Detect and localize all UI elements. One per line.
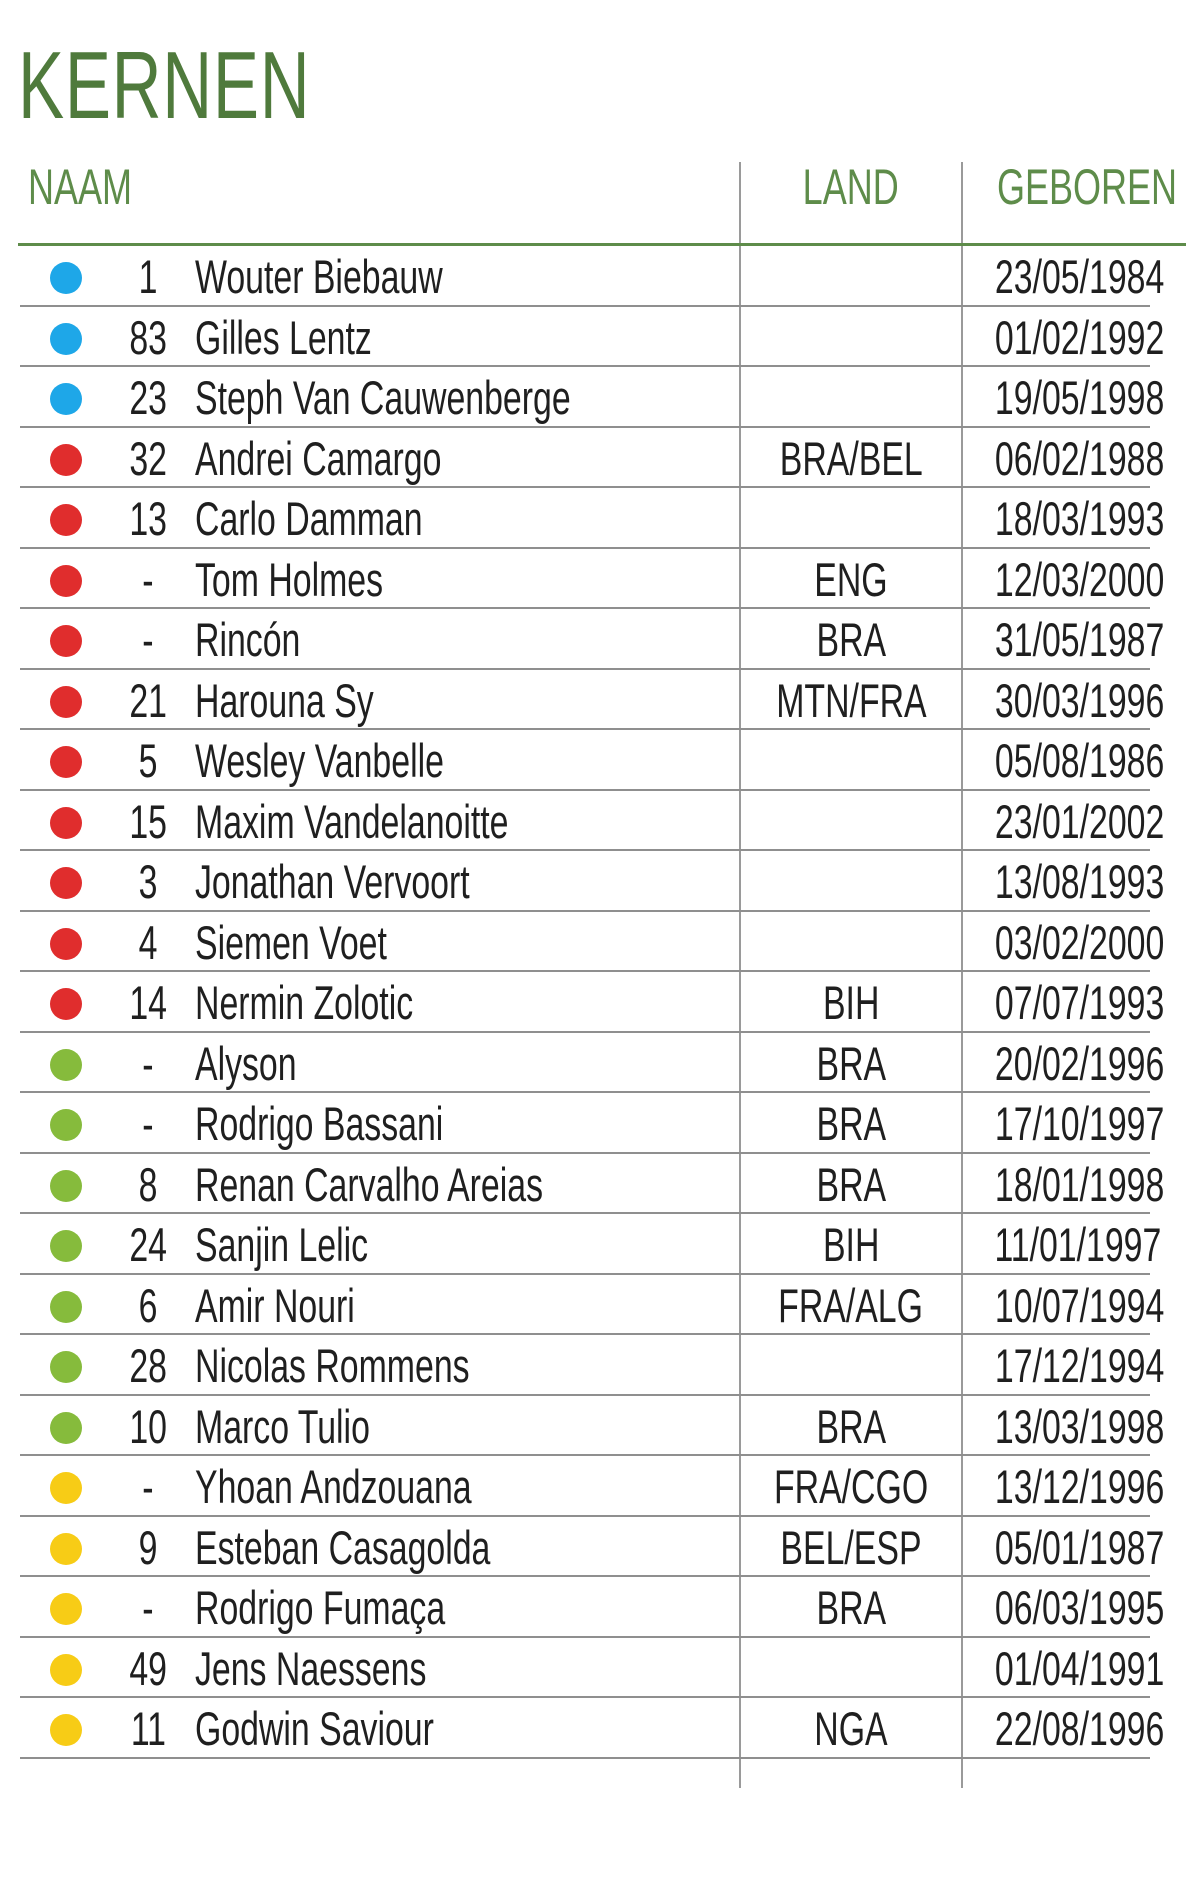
player-country: BRA [816,1157,886,1211]
player-table [20,246,1165,1759]
table-row [20,1214,1162,1275]
player-country: ENG [814,552,888,606]
player-birthdate: 05/01/1987 [994,1520,1165,1574]
player-birthdate: 03/02/2000 [994,915,1165,969]
player-number: - [142,1036,154,1090]
player-number: 15 [129,794,167,848]
player-number: 13 [129,492,167,545]
table-row [20,1698,1165,1759]
player-birthdate: 22/08/1996 [994,1702,1165,1755]
player-name: Andrei Camargo [195,431,442,485]
player-number: - [142,1581,154,1634]
player-country [740,851,962,911]
player-name: Tom Holmes [195,552,384,606]
player-country: BRA [816,613,886,666]
player-birthdate: 30/03/1996 [994,673,1165,727]
page-title: KERNEN [18,32,311,139]
position-color-dot [50,988,82,1020]
table-row [20,1638,1165,1699]
player-birthdate: 12/03/2000 [994,552,1165,606]
player-country: BEL/ESP [780,1520,922,1574]
player-name: Nermin Zolotic [195,976,414,1029]
table-row [20,1456,1165,1517]
player-birthdate: 31/05/1987 [994,613,1165,666]
player-country: FRA/CGO [773,1460,929,1513]
player-name: Alyson [195,1036,297,1090]
position-color-dot [50,1351,82,1383]
player-name: Nicolas Rommens [195,1339,470,1392]
table-row [20,1275,1165,1336]
player-name: Carlo Damman [195,492,423,545]
table-row [20,307,1165,368]
table-row [20,1517,1165,1578]
player-country: NGA [814,1702,888,1755]
player-number: 23 [129,371,167,424]
table-row [20,1396,1165,1457]
position-color-dot [50,1109,82,1141]
player-birthdate: 20/02/1996 [994,1036,1165,1090]
player-country [740,488,962,548]
position-color-dot [50,1170,82,1202]
column-header-land: LAND [802,159,900,215]
table-row [20,1093,1165,1154]
player-name: Yhoan Andzouana [195,1460,472,1513]
position-color-dot [50,1472,82,1504]
table-row [20,1335,1165,1396]
player-country [740,730,962,790]
player-birthdate: 13/03/1998 [994,1399,1165,1453]
player-number: 1 [138,250,158,303]
player-country: BIH [822,976,880,1029]
player-number: 8 [138,1157,158,1211]
position-color-dot [50,323,82,355]
player-name: Sanjin Lelic [195,1218,369,1271]
player-country: BRA [816,1581,886,1634]
table-row [20,1033,1165,1094]
table-row [20,488,1165,549]
position-color-dot [50,746,82,778]
player-name: Rincón [195,613,301,666]
player-number: 24 [129,1218,167,1271]
player-birthdate: 01/04/1991 [994,1641,1165,1695]
position-color-dot [50,1049,82,1081]
player-name: Gilles Lentz [195,310,372,364]
player-name: Amir Nouri [195,1278,355,1332]
table-row [20,670,1165,731]
player-name: Jonathan Vervoort [195,855,470,908]
player-birthdate: 18/01/1998 [994,1157,1165,1211]
table-row [20,1154,1165,1215]
table-row [20,730,1165,791]
position-color-dot [50,262,82,294]
position-color-dot [50,504,82,536]
position-color-dot [50,444,82,476]
player-number: - [142,613,154,666]
player-country [740,367,962,427]
player-birthdate: 06/02/1988 [994,431,1165,485]
player-name: Steph Van Cauwenberge [195,371,571,424]
table-row [20,428,1165,489]
player-name: Siemen Voet [195,915,387,969]
player-country: BRA [816,1097,886,1150]
player-birthdate: 05/08/1986 [994,734,1165,787]
player-name: Rodrigo Fumaça [195,1581,446,1634]
player-number: 4 [138,915,158,969]
player-name: Wesley Vanbelle [195,734,444,787]
player-country: BIH [822,1218,880,1271]
player-name: Rodrigo Bassani [195,1097,444,1150]
position-color-dot [50,1654,82,1686]
table-row [20,1577,1165,1638]
player-country [740,791,962,851]
player-number: 21 [129,673,167,727]
player-number: - [142,1460,154,1513]
player-number: - [142,1097,154,1150]
player-birthdate: 06/03/1995 [994,1581,1165,1634]
player-birthdate: 23/05/1984 [994,250,1165,303]
position-color-dot [50,565,82,597]
player-birthdate: 17/10/1997 [994,1097,1165,1150]
player-country: MTN/FRA [775,673,927,727]
player-country [740,912,962,972]
player-birthdate: 17/12/1994 [994,1339,1165,1392]
player-birthdate: 11/01/1997 [994,1218,1162,1271]
player-number: 11 [130,1702,166,1755]
player-name: Marco Tulio [195,1399,370,1453]
player-name: Jens Naessens [195,1641,427,1695]
player-country: BRA [816,1036,886,1090]
player-name: Renan Carvalho Areias [195,1157,544,1211]
player-name: Wouter Biebauw [195,250,443,303]
position-color-dot [50,867,82,899]
player-number: 9 [138,1520,158,1574]
position-color-dot [50,686,82,718]
player-birthdate: 07/07/1993 [994,976,1165,1029]
table-row [20,246,1165,307]
player-number: 32 [129,431,167,485]
position-color-dot [50,807,82,839]
player-name: Harouna Sy [195,673,374,727]
position-color-dot [50,1230,82,1262]
player-number: 28 [129,1339,167,1392]
player-name: Maxim Vandelanoitte [195,794,509,848]
player-name: Godwin Saviour [195,1702,434,1755]
table-row [20,609,1165,670]
table-row [20,972,1165,1033]
position-color-dot [50,1291,82,1323]
player-number: 5 [138,734,158,787]
player-number: 3 [138,855,158,908]
position-color-dot [50,928,82,960]
player-country [740,246,962,306]
player-birthdate: 23/01/2002 [994,794,1165,848]
table-row [20,791,1165,852]
column-header-geboren: GEBOREN [997,159,1178,215]
player-country [740,307,962,367]
column-header-naam: NAAM [28,159,133,215]
player-number: 6 [138,1278,158,1332]
position-color-dot [50,1412,82,1444]
position-color-dot [50,1593,82,1625]
player-country: BRA [816,1399,886,1453]
player-country [740,1638,962,1698]
position-color-dot [50,1714,82,1746]
player-birthdate: 19/05/1998 [994,371,1165,424]
player-country: BRA/BEL [779,431,923,485]
position-color-dot [50,625,82,657]
table-row [20,912,1165,973]
player-country [740,1335,962,1395]
player-country: FRA/ALG [778,1278,924,1332]
player-birthdate: 01/02/1992 [994,310,1165,364]
player-number: 49 [129,1641,167,1695]
player-birthdate: 10/07/1994 [994,1278,1165,1332]
table-row [20,549,1165,610]
table-row [20,367,1165,428]
player-birthdate: 18/03/1993 [994,492,1165,545]
player-number: - [142,552,154,606]
position-color-dot [50,383,82,415]
position-color-dot [50,1533,82,1565]
player-number: 10 [129,1399,167,1453]
table-row [20,851,1165,912]
player-birthdate: 13/08/1993 [994,855,1165,908]
player-birthdate: 13/12/1996 [994,1460,1165,1513]
player-name: Esteban Casagolda [195,1520,491,1574]
player-number: 83 [129,310,167,364]
player-number: 14 [129,976,167,1029]
